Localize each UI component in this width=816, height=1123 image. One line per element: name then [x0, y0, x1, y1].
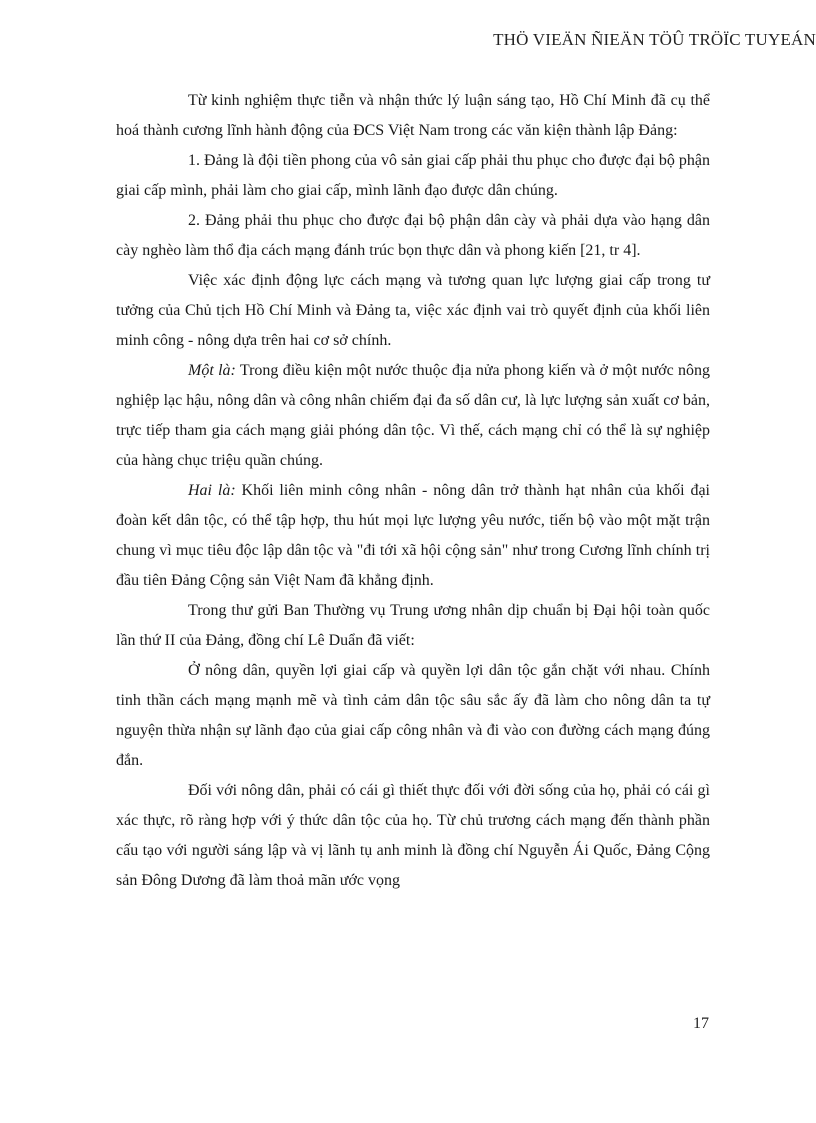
page-header: THÖ VIEÄN ÑIEÄN TÖÛ TRÖÏC TUYEÁN [493, 30, 816, 49]
paragraph-lead: Hai là: [188, 482, 236, 499]
paragraph-text: Từ kinh nghiệm thực tiễn và nhận thức lý luận sáng tạo, Hồ Chí Minh đã cụ thể hoá thành cương lĩnh hành động của ĐCS Việt Nam trong các văn kiện thành lập Đảng: [116, 92, 710, 139]
paragraph-4 [116, 266, 710, 356]
document-body [116, 86, 710, 896]
paragraph-lead: Một là: [188, 362, 236, 379]
paragraph-text: Ở nông dân, quyền lợi giai cấp và quyền lợi dân tộc gắn chặt với nhau. Chính tinh thần cách mạng mạnh mẽ và tình cảm dân tộc sâu sắc ấy đã làm cho nông dân ta tự nguyện thừa nhận sự lãnh đạo của giai cấp công nhân và đi vào con đường cách mạng đúng đắn. [116, 662, 710, 769]
paragraph-text: Trong thư gửi Ban Thường vụ Trung ương nhân dịp chuẩn bị Đại hội toàn quốc lần thứ II của Đảng, đồng chí Lê Duẩn đã viết: [116, 602, 710, 649]
page-number: 17 [693, 1015, 709, 1032]
paragraph-text: Trong điều kiện một nước thuộc địa nửa phong kiến và ở một nước nông nghiệp lạc hậu, nông dân và công nhân chiếm đại đa số dân cư, là lực lượng sản xuất cơ bản, trực tiếp tham gia cách mạng giải phóng dân tộc. Vì thế, cách mạng chỉ có thể là sự nghiệp của hàng chục triệu quần chúng. [116, 362, 710, 469]
paragraph-text: 1. Đảng là đội tiền phong của vô sản giai cấp phải thu phục cho được đại bộ phận giai cấp mình, phải làm cho giai cấp, mình lãnh đạo được dân chúng. [116, 152, 710, 199]
paragraph-7 [116, 596, 710, 656]
paragraph-text: Đối với nông dân, phải có cái gì thiết thực đối với đời sống của họ, phải có cái gì xác thực, rõ ràng hợp với ý thức dân tộc của họ. Từ chủ trương cách mạng đến thành phần cấu tạo với người sáng lập và vị lãnh tụ anh minh là đồng chí Nguyễn Ái Quốc, Đảng Cộng sản Đông Dương đã làm thoả mãn ước vọng [116, 782, 710, 889]
paragraph-2 [116, 146, 710, 206]
paragraph-6 [116, 476, 710, 596]
paragraph-text: Khối liên minh công nhân - nông dân trở thành hạt nhân của khối đại đoàn kết dân tộc, có thể tập hợp, thu hút mọi lực lượng yêu nước, tiến bộ vào một mặt trận chung vì mục tiêu độc lập dân tộc và "đi tới xã hội cộng sản" như trong Cương lĩnh chính trị đầu tiên Đảng Cộng sản Việt Nam đã khẳng định. [116, 482, 710, 589]
paragraph-8 [116, 656, 710, 776]
paragraph-text: 2. Đảng phải thu phục cho được đại bộ phận dân cày và phải dựa vào hạng dân cày nghèo làm thổ địa cách mạng đánh trúc bọn thực dân và phong kiến [21, tr 4]. [116, 212, 710, 259]
paragraph-3 [116, 206, 710, 266]
paragraph-5 [116, 356, 710, 476]
paragraph-9 [116, 776, 710, 896]
paragraph-text: Việc xác định động lực cách mạng và tương quan lực lượng giai cấp trong tư tưởng của Chủ tịch Hồ Chí Minh và Đảng ta, việc xác định vai trò quyết định của khối liên minh công - nông dựa trên hai cơ sở chính. [116, 272, 710, 349]
paragraph-1 [116, 86, 710, 146]
